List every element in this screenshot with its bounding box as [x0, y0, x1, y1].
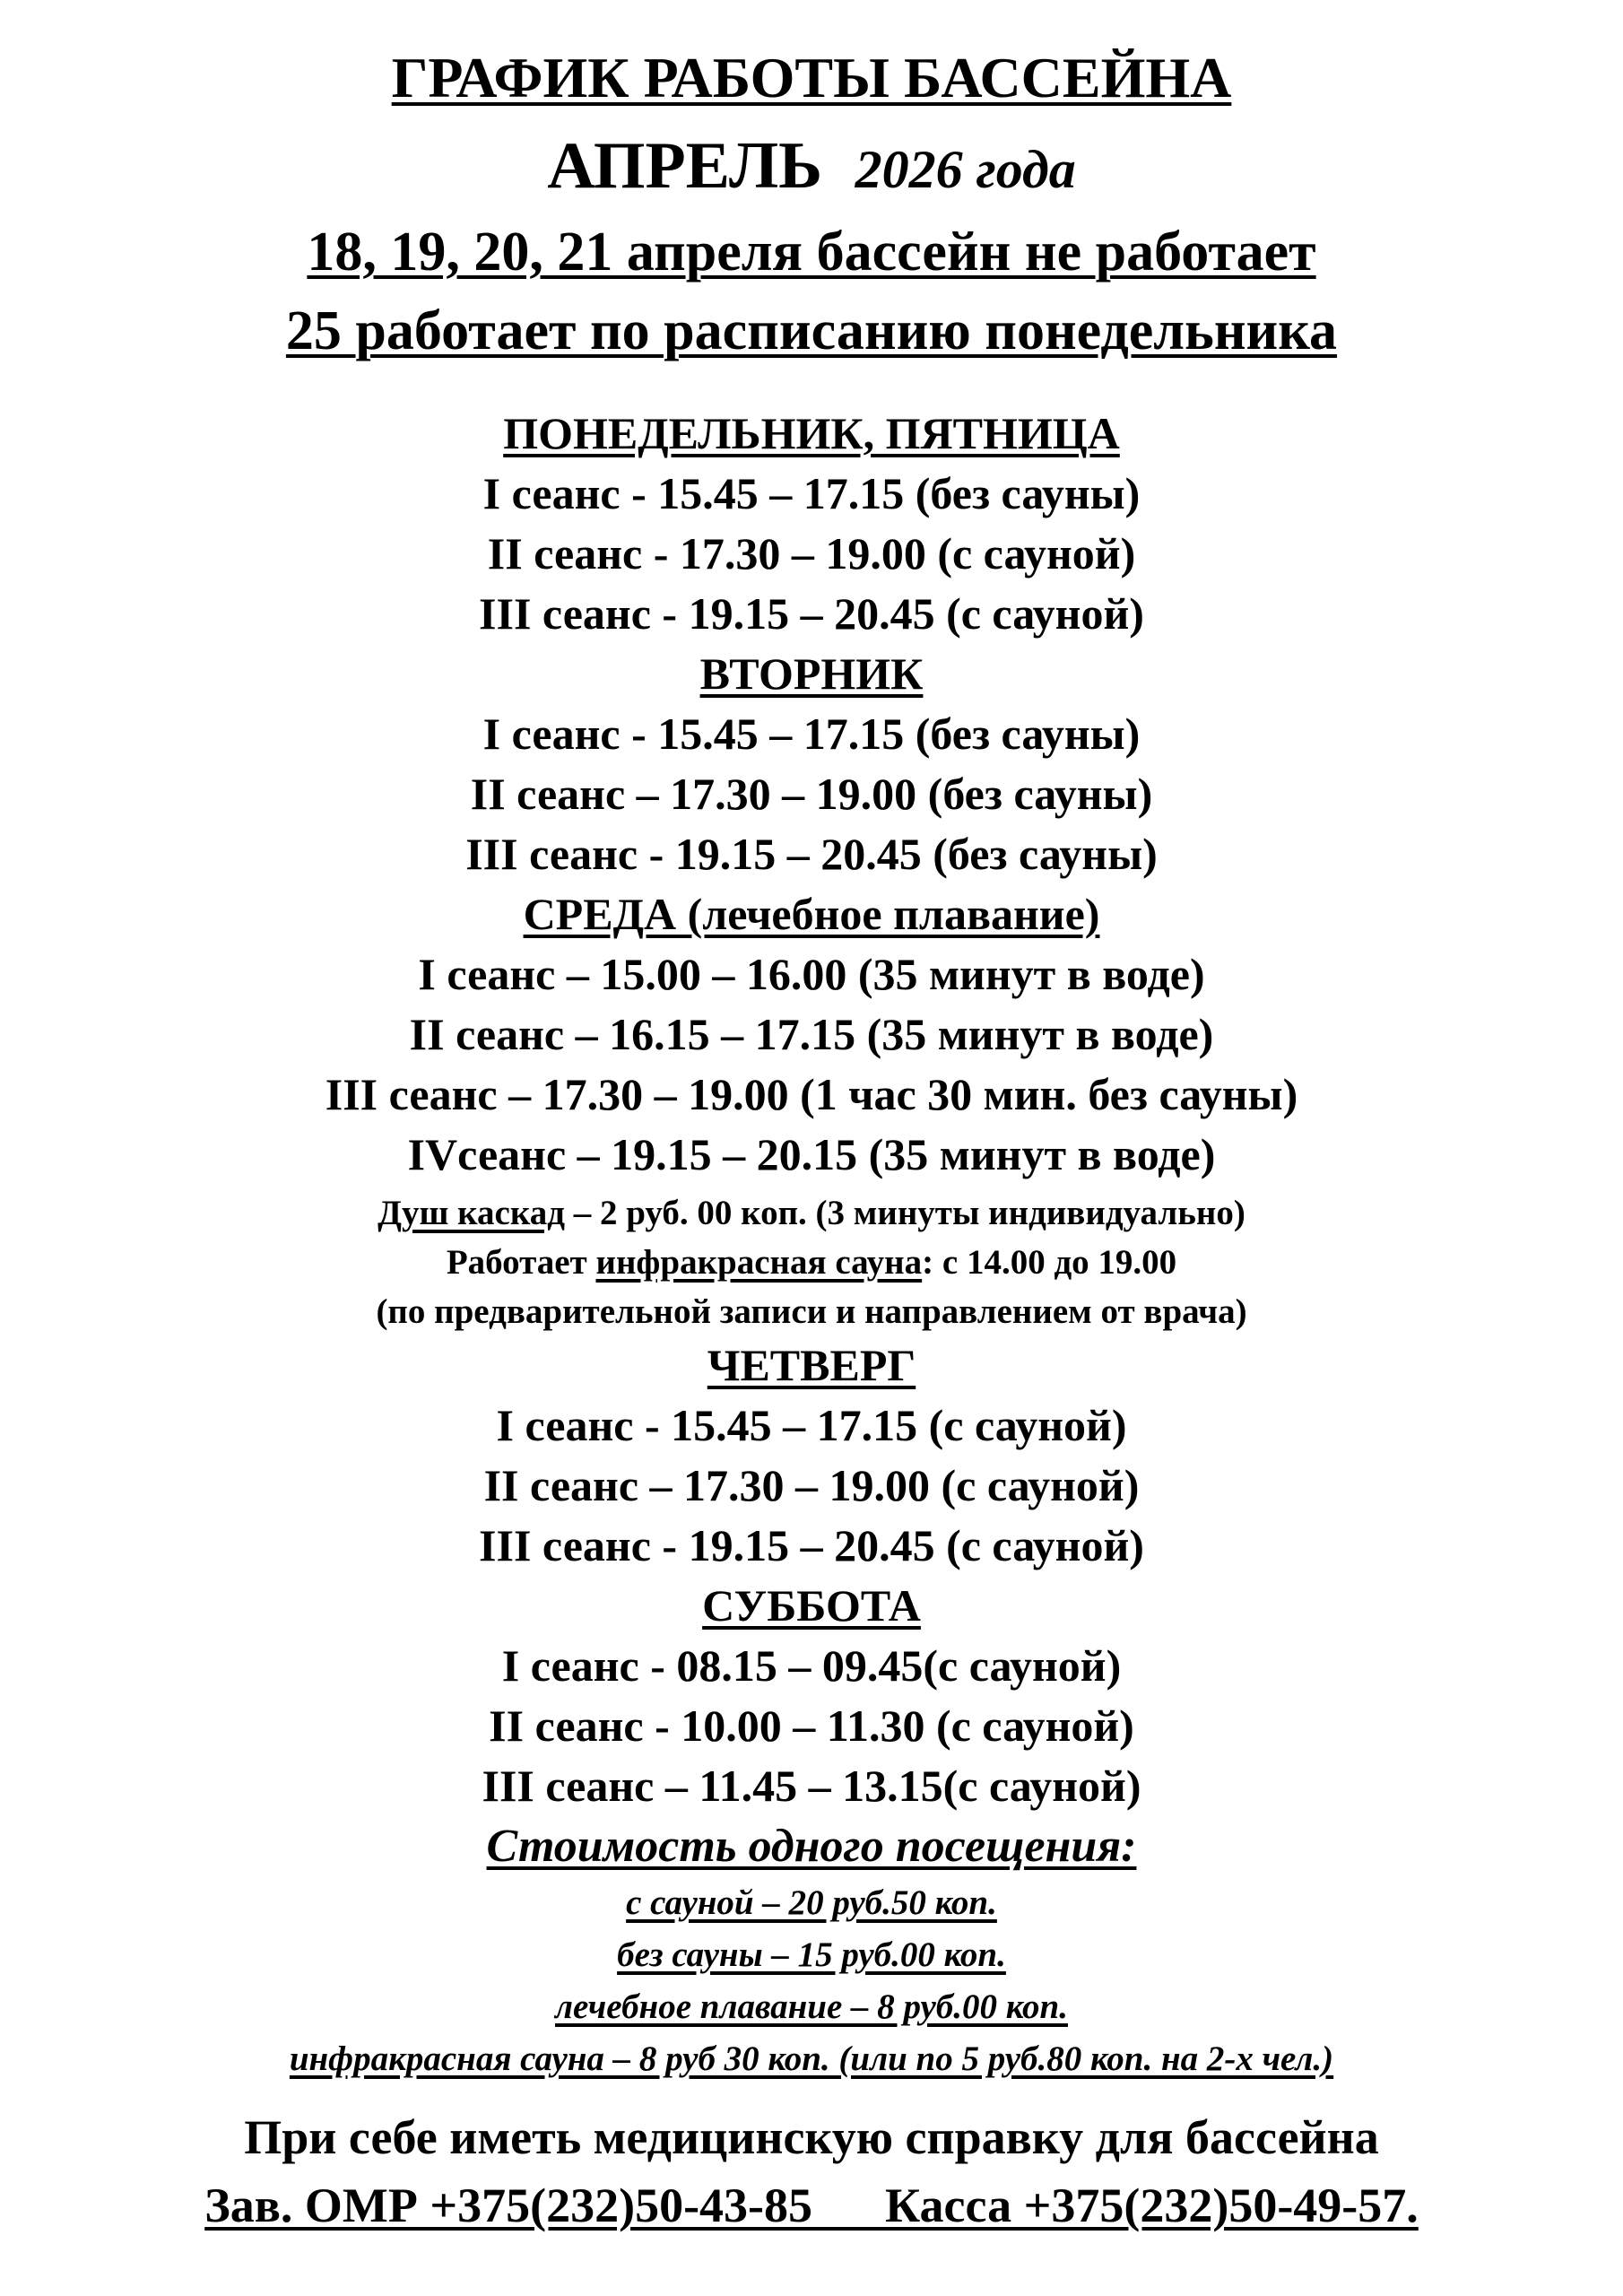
shower-label: Душ каскад — [378, 1194, 565, 1232]
session-item: I сеанс - 15.45 – 17.15 (без сауны) — [482, 468, 1141, 518]
month: АПРЕЛЬ — [547, 129, 823, 203]
section-title-sat: СУББОТА — [702, 1580, 921, 1631]
year: 2026 года — [855, 140, 1076, 199]
price-item: инфракрасная сауна – 8 руб 30 коп. (или по 5 руб.80 коп. на 2-х чел.) — [289, 2039, 1334, 2078]
session-item: II сеанс - 17.30 – 19.00 (с сауной) — [487, 528, 1136, 578]
closed-notice: 18, 19, 20, 21 апреля бассейн не работает — [307, 222, 1316, 283]
month-line — [0, 129, 1623, 203]
sauna-text: : с 14.00 до 19.00 — [922, 1243, 1177, 1282]
session-item: III сеанс – 11.45 – 13.15(с сауной) — [482, 1761, 1141, 1811]
session-item: III сеанс - 19.15 – 20.45 (с сауной) — [479, 1520, 1144, 1570]
page-title: ГРАФИК РАБОТЫ БАССЕЙНА — [391, 46, 1232, 109]
shower-text: – 2 руб. 00 коп. (3 минуты индивидуально) — [564, 1194, 1245, 1232]
session-item: II сеанс – 17.30 – 19.00 (без сауны) — [470, 769, 1153, 819]
medical-certificate-notice: При себе иметь медицинскую справку для бассейна — [244, 2110, 1379, 2164]
sauna-prefix: Работает — [446, 1243, 596, 1282]
sauna-label: инфракрасная сауна — [595, 1243, 923, 1282]
prices-title: Стоимость одного посещения: — [486, 1821, 1137, 1872]
contact-phones: Зав. ОМР +375(232)50-43-85 Касса +375(232)50-49-57. — [204, 2179, 1419, 2232]
session-item: II сеанс - 10.00 – 11.30 (с сауной) — [489, 1700, 1134, 1751]
schedule-notice: 25 работает по расписанию понедельника — [285, 300, 1338, 361]
session-item: III сеанс – 17.30 – 19.00 (1 час 30 мин. без сауны) — [325, 1069, 1298, 1119]
price-item: без сауны – 15 руб.00 коп. — [617, 1935, 1006, 1974]
session-item: IVсеанс – 19.15 – 20.15 (35 минут в воде) — [407, 1129, 1216, 1179]
section-title-tue: ВТОРНИК — [699, 648, 924, 699]
session-item: II сеанс – 17.30 – 19.00 (с сауной) — [483, 1460, 1140, 1510]
session-item: II сеанс – 16.15 – 17.15 (35 минут в воде) — [409, 1009, 1214, 1059]
shower-info — [0, 1196, 1623, 1231]
session-item: I сеанс - 08.15 – 09.45(с сауной) — [501, 1640, 1122, 1691]
price-item: лечебное плавание – 8 руб.00 коп. — [555, 1987, 1068, 2026]
session-item: III сеанс - 19.15 – 20.45 (без сауны) — [465, 829, 1158, 879]
sauna-info — [0, 1245, 1623, 1280]
session-item: III сеанс - 19.15 – 20.45 (с сауной) — [479, 588, 1144, 639]
session-item: I сеанс – 15.00 – 16.00 (35 минут в воде) — [418, 949, 1205, 999]
section-title-thu: ЧЕТВЕРГ — [707, 1340, 916, 1390]
price-item: с сауной – 20 руб.50 коп. — [626, 1883, 997, 1922]
session-item: I сеанс - 15.45 – 17.15 (без сауны) — [482, 709, 1141, 759]
session-item: I сеанс - 15.45 – 17.15 (с сауной) — [496, 1400, 1127, 1450]
section-title-mon-fri: ПОНЕДЕЛЬНИК, ПЯТНИЦА — [503, 408, 1120, 458]
section-title-wed: СРЕДА (лечебное плавание) — [523, 889, 1100, 939]
sauna-note: (по предварительной записи и направлением от врача) — [376, 1292, 1247, 1331]
